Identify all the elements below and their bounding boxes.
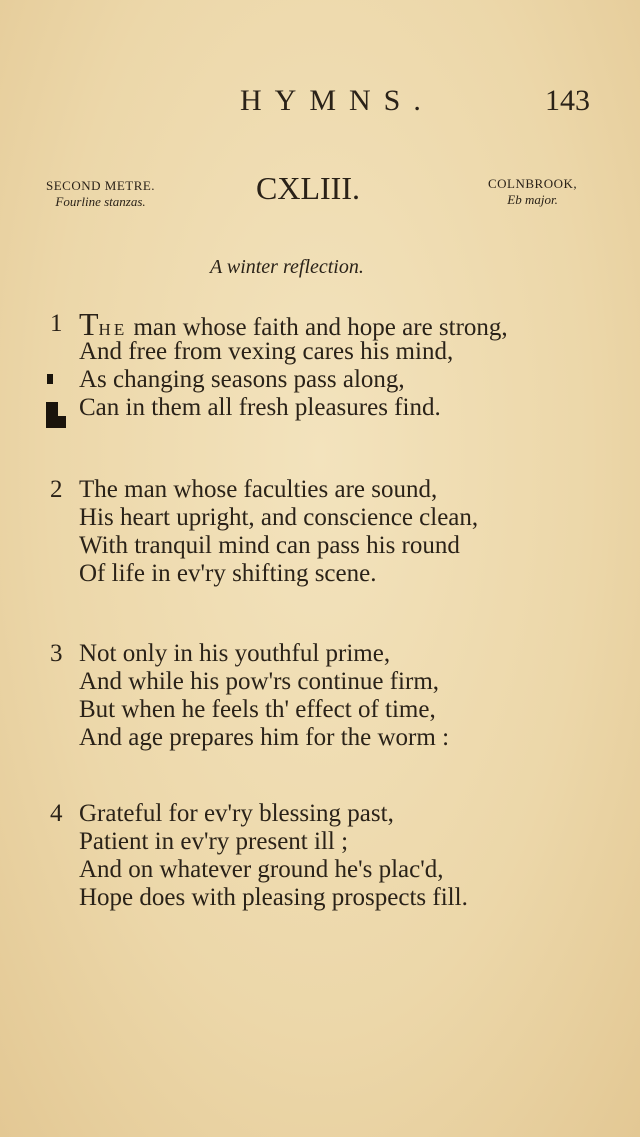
small-caps: HE: [98, 320, 128, 339]
metre-name: SECOND METRE.: [46, 178, 156, 193]
drop-cap: T: [79, 306, 99, 342]
tune-key: Eb major.: [507, 192, 558, 207]
hymn-number: CXLIII.: [256, 170, 360, 206]
stanza-number: 1: [50, 310, 63, 337]
metre-subtitle: Fourline stanzas.: [55, 194, 146, 209]
stanza-number: 4: [50, 800, 63, 827]
tune-name: COLNBROOK,: [488, 176, 578, 191]
printer-mark-icon: [44, 372, 72, 432]
running-title: HYMNS.: [240, 84, 434, 117]
tune-label: [488, 176, 577, 208]
hymn-subtitle: A winter reflection.: [210, 256, 364, 278]
first-line-rest: man whose faith and hope are strong,: [127, 314, 508, 341]
metre-label: [46, 178, 155, 210]
page-number: 143: [545, 84, 590, 117]
stanza-number: 3: [50, 640, 63, 667]
stanza-number: 2: [50, 476, 63, 503]
